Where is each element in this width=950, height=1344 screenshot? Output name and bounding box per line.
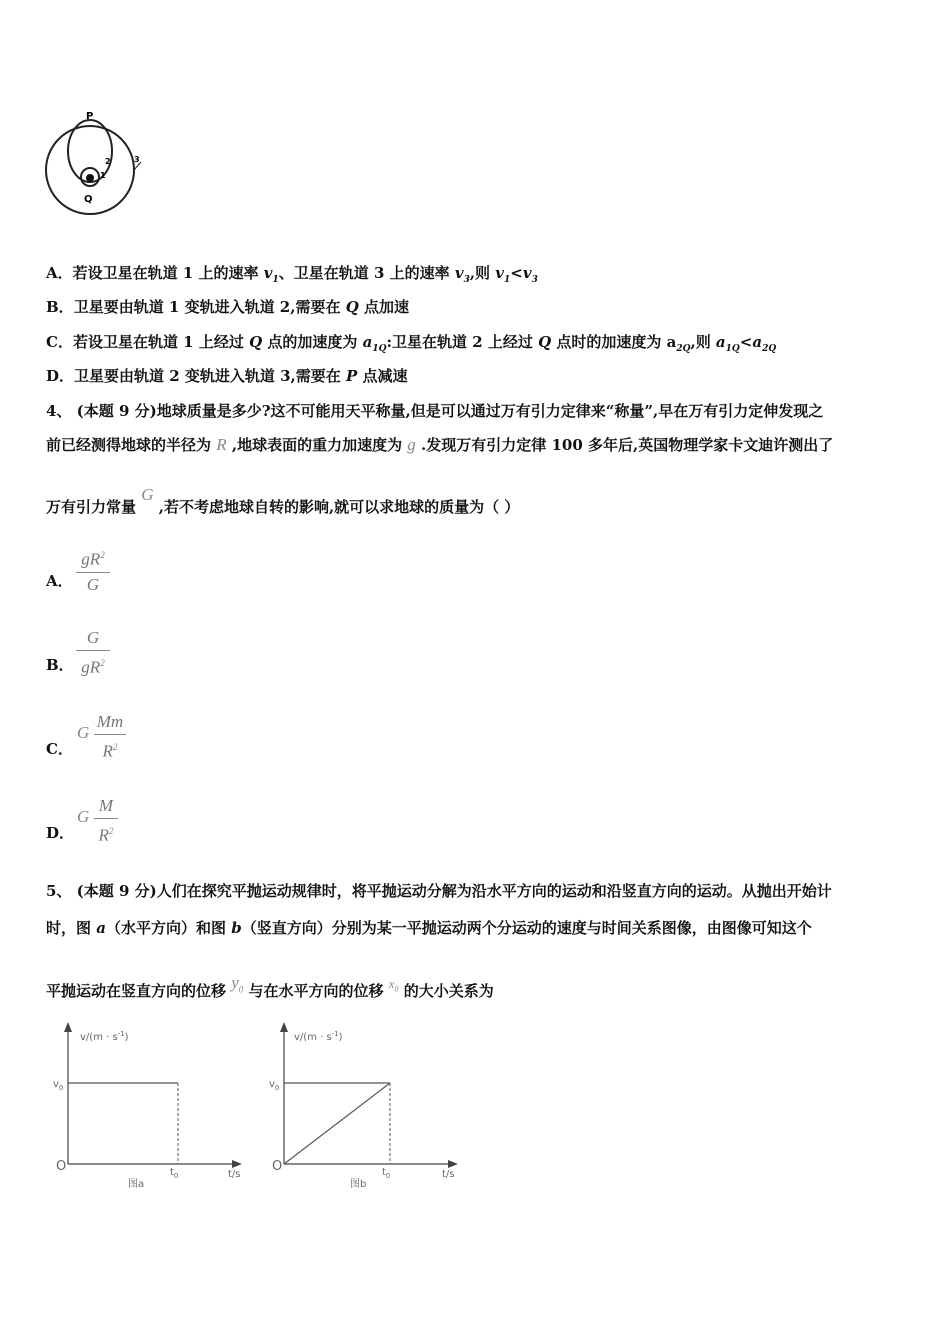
q4-option-c-fraction: Mm $R^2$	[94, 712, 126, 762]
q4-stem-line2: 前已经测得地球的半径为 R ,地球表面的重力加速度为 g .发现万有引力定律 100 多年后,英国物理学家卡文迪许测出了	[46, 435, 834, 454]
q3-option-c: C．若设卫星在轨道 1 上经过 Q 点的加速度为 $a_{1Q}$:卫星在轨道 2 上经过 Q 点时的加速度为 $a_{2Q}$,则 $a_{1Q}<a_{2Q}$	[46, 333, 777, 354]
graph-a-origin: O	[56, 1159, 67, 1174]
q5-stem-line3: 平抛运动在竖直方向的位移 $y_0$ 与在水平方向的位移 $x_0$ 的大小关系为	[46, 973, 494, 1000]
q4-option-c-prefix: G	[77, 723, 90, 742]
q4-option-d-key: D．	[46, 824, 75, 842]
q5-stem-line1: 5、 (本题 9 分)人们在探究平抛运动规律时，将平抛运动分解为沿水平方向的运动和沿竖直方向的运动。从抛出开始计	[46, 882, 832, 900]
graph-b-origin: O	[272, 1159, 283, 1174]
graph-a-t0: $t_0$	[170, 1167, 179, 1180]
graph-b-caption: 图b	[350, 1179, 367, 1190]
label-p: P	[86, 111, 94, 122]
graph-a-xlabel: t/s	[228, 1169, 241, 1180]
orbit-diagram	[44, 108, 144, 230]
graph-a-ylabel: $v/(m \cdot s^{-1})$	[80, 1030, 129, 1043]
q5-stem-line2: 时，图 a（水平方向）和图 b（竖直方向）分别为某一平抛运动两个分运动的速度与时间关系图像，由图像可知这个	[46, 919, 812, 937]
q4-option-d-fraction: M $R^2$	[94, 796, 118, 846]
q3-option-d: D．卫星要由轨道 2 变轨进入轨道 3,需要在 P 点减速	[46, 367, 408, 385]
q4-option-d-prefix: G	[77, 807, 90, 826]
q4-option-a-fraction: $gR^2$ G	[76, 545, 110, 595]
q4-option-a-key: A．	[46, 572, 73, 590]
graph-b-ylabel: $v/(m \cdot s^{-1})$	[294, 1030, 343, 1043]
q4-option-b-fraction: G $gR^2$	[76, 628, 110, 678]
graph-a	[48, 1020, 248, 1195]
graph-a-v0: $v_0$	[53, 1079, 64, 1092]
label-3: 3	[134, 155, 140, 164]
graph-b-xlabel: t/s	[442, 1169, 455, 1180]
q4-stem-line3: 万有引力常量 G ,若不考虑地球自转的影响,就可以求地球的质量为（ ）	[46, 485, 520, 516]
q4-option-b-key: B．	[46, 656, 74, 674]
q3-option-a: A．若设卫星在轨道 1 上的速率 $v_1$、卫星在轨道 3 上的速率 $v_3$,则 $v_1<v_3$	[46, 264, 538, 285]
q3-option-b: B．卫星要由轨道 1 变轨进入轨道 2,需要在 Q 点加速	[46, 298, 409, 316]
graph-a-caption: 图a	[128, 1179, 145, 1190]
graph-b	[264, 1020, 464, 1195]
label-1: 1	[100, 171, 106, 180]
graph-b-v0: $v_0$	[269, 1079, 280, 1092]
label-2: 2	[105, 157, 111, 166]
graph-b-velocity-line	[284, 1083, 390, 1164]
graph-b-t0: $t_0$	[382, 1167, 391, 1180]
label-q: Q	[84, 194, 93, 205]
q4-stem-line1: 4、 (本题 9 分)地球质量是多少?这不可能用天平称量,但是可以通过万有引力定律来“称量”,早在万有引力定伸发现之	[46, 402, 824, 420]
q4-option-c-key: C．	[46, 740, 73, 758]
